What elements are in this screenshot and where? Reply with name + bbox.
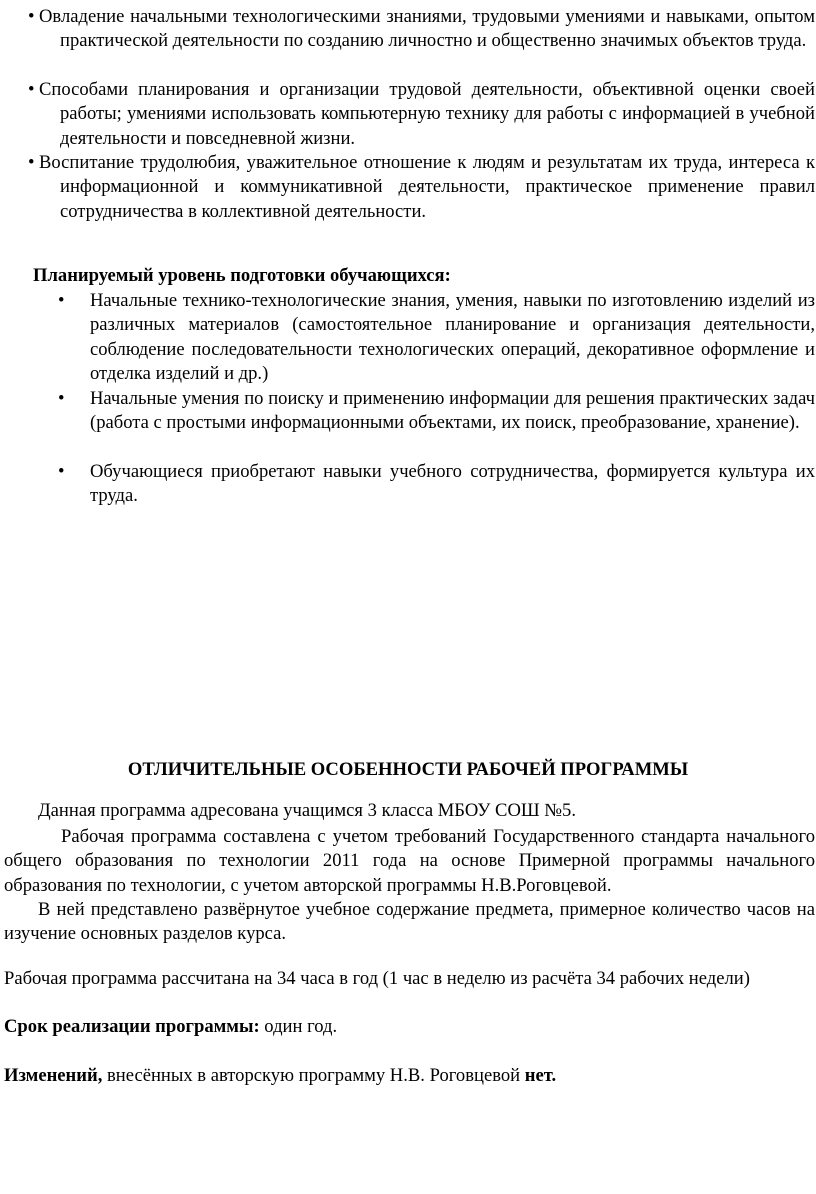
planned-item-text: Обучающиеся приобретают навыки учебного сотрудничества, формируется культура их труда.: [90, 461, 815, 507]
goals-list: [28, 5, 815, 224]
term-label: Срок реализации программы:: [4, 1016, 260, 1037]
goal-text: Овладение начальными технологическими знаниями, трудовыми умениями и навыками, опытом практической деятельности по созданию личностно и общественно значимых объектов труда.: [39, 6, 815, 52]
bullet-icon: •: [28, 152, 35, 173]
planned-level-list: [58, 289, 815, 509]
changes-line: [4, 1064, 815, 1088]
changes-value: нет.: [524, 1065, 557, 1086]
planned-level-heading: Планируемый уровень подготовки обучающихся:: [33, 265, 451, 286]
features-paragraph-1: Данная программа адресована учащимся 3 класса МБОУ СОШ №5.: [38, 800, 576, 821]
list-item: [58, 460, 815, 509]
bullet-icon: •: [58, 461, 65, 482]
planned-item-text: Начальные умения по поиску и применению информации для решения практических задач (работа с простыми информационными объектами, их поиск, преобразование, хранение).: [90, 388, 815, 434]
bullet-icon: •: [28, 6, 35, 27]
goal-text: Воспитание трудолюбия, уважительное отношение к людям и результатам их труда, интереса к информационной и коммуникативной деятельности, практическое применение правил сотрудничества в коллективной деятельности.: [39, 152, 815, 222]
list-item: [58, 387, 815, 460]
list-item: [28, 78, 815, 151]
goal-text: Способами планирования и организации трудовой деятельности, объективной оценки своей работы; умениями использовать компьютерную технику для работы с информацией в учебной деятельности и повседневной жизни.: [39, 79, 815, 149]
features-paragraph-2: Рабочая программа составлена с учетом требований Государственного стандарта начального общего образования по технологии 2011 года на основе Примерной программы начального образования по технологии, с учетом авторской программы Н.В.Роговцевой.: [4, 826, 815, 896]
planned-item-text: Начальные технико-технологические знания, умения, навыки по изготовлению изделий из различных материалов (самостоятельное планирование и организация деятельности, соблюдение последовательности технологических операций, декоративное оформление и отделка изделий и др.): [90, 290, 815, 385]
list-item: [58, 289, 815, 387]
bullet-icon: •: [58, 388, 65, 409]
changes-text: внесённых в авторскую программу Н.В. Роговцевой: [102, 1065, 525, 1086]
features-heading: ОТЛИЧИТЕЛЬНЫЕ ОСОБЕННОСТИ РАБОЧЕЙ ПРОГРАММЫ: [127, 759, 689, 780]
features-paragraph-3: В ней представлено развёрнутое учебное содержание предмета, примерное количество часов на изучение основных разделов курса.: [4, 899, 815, 945]
features-paragraph-hours: Рабочая программа рассчитана на 34 часа в год (1 час в неделю из расчёта 34 рабочих недели): [4, 968, 750, 989]
list-item: [28, 5, 815, 78]
bullet-icon: •: [58, 290, 65, 311]
bullet-icon: •: [28, 79, 35, 100]
term-line: [4, 1015, 815, 1039]
list-item: [28, 151, 815, 224]
term-value: один год.: [259, 1016, 338, 1037]
changes-label: Изменений,: [4, 1065, 103, 1086]
